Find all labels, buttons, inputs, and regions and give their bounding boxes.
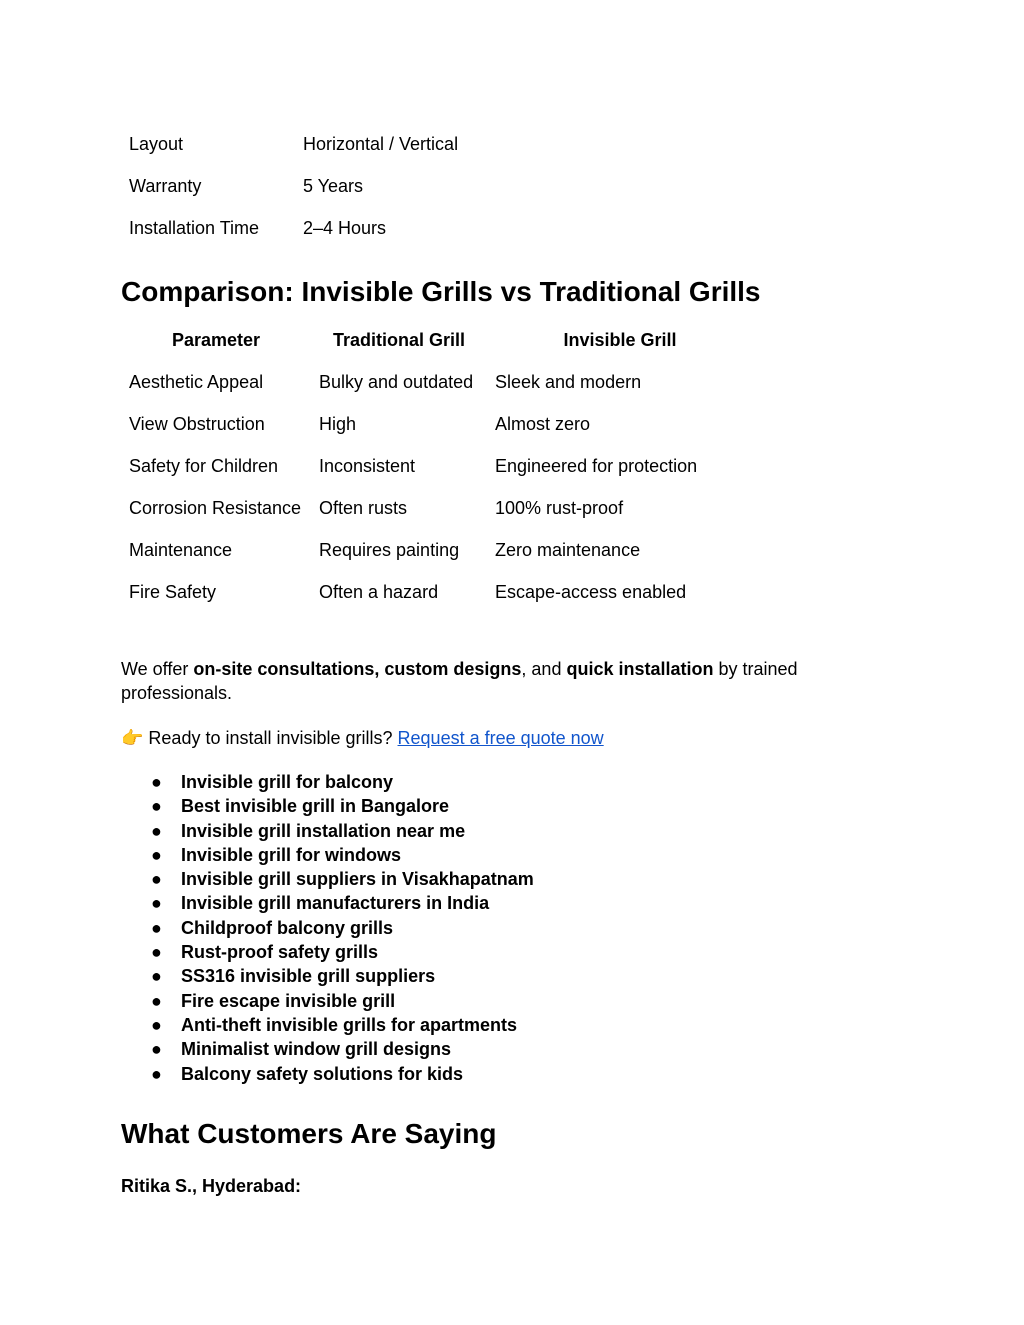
- comparison-table: [121, 319, 753, 613]
- table-row: [121, 403, 753, 445]
- bullet-icon: ●: [151, 772, 162, 792]
- bullet-icon: ●: [151, 1014, 162, 1035]
- offer-bold-installation: quick installation: [566, 659, 714, 679]
- table-cell: Engineered for protection: [495, 456, 698, 476]
- table-cell: High: [319, 414, 357, 434]
- list-item-text: Minimalist window grill designs: [181, 1039, 452, 1060]
- list-item: [121, 940, 534, 964]
- list-item-text: Fire escape invisible grill: [181, 990, 396, 1011]
- list-item: [121, 989, 534, 1013]
- table-row: [121, 571, 753, 613]
- comparison-heading: Comparison: Invisible Grills vs Traditional Grills: [121, 276, 761, 307]
- bullet-icon: ●: [151, 869, 162, 890]
- table-cell: Inconsistent: [319, 456, 416, 476]
- column-header-invisible: Invisible Grill: [563, 330, 677, 350]
- list-item: [121, 1037, 534, 1061]
- offer-text: by trained professionals.: [121, 659, 798, 703]
- list-item-text: Balcony safety solutions for kids: [181, 1063, 464, 1084]
- table-cell: Fire Safety: [129, 582, 217, 602]
- list-item-text: Invisible grill for balcony: [181, 772, 394, 792]
- bullet-icon: ●: [151, 1039, 162, 1060]
- list-item-text: Rust-proof safety grills: [181, 942, 379, 963]
- table-cell: Sleek and modern: [495, 372, 642, 392]
- column-header-parameter: Parameter: [171, 330, 261, 350]
- offer-text: , and: [521, 659, 567, 679]
- list-item-text: SS316 invisible grill suppliers: [181, 966, 436, 987]
- table-cell: Requires painting: [319, 540, 460, 560]
- table-cell: Escape-access enabled: [495, 582, 687, 602]
- table-cell: Corrosion Resistance: [129, 498, 302, 518]
- cta-text: Ready to install invisible grills?: [143, 728, 398, 748]
- bullet-icon: ●: [151, 844, 162, 865]
- table-cell: 100% rust-proof: [495, 498, 624, 518]
- list-item: [121, 770, 534, 794]
- keyword-list: [121, 770, 534, 1086]
- offer-bold-consultations: on-site consultations, custom designs: [193, 659, 522, 679]
- spec-row: [121, 207, 466, 249]
- request-quote-link[interactable]: Request a free quote now: [397, 728, 604, 748]
- spec-table: [121, 123, 466, 249]
- list-item-text: Anti-theft invisible grills for apartments: [181, 1014, 518, 1035]
- table-row: [121, 487, 753, 529]
- table-cell: Often rusts: [319, 498, 408, 518]
- column-header-traditional: Traditional Grill: [332, 330, 466, 350]
- bullet-icon: ●: [151, 893, 162, 914]
- spec-row: [121, 123, 466, 165]
- list-item: [121, 794, 534, 818]
- table-cell: Bulky and outdated: [319, 372, 474, 392]
- bullet-icon: ●: [151, 990, 162, 1011]
- table-cell: Zero maintenance: [495, 540, 641, 560]
- bullet-icon: ●: [151, 796, 162, 817]
- table-row: [121, 361, 753, 403]
- list-item: [121, 843, 534, 867]
- spec-row: [121, 165, 466, 207]
- cta-paragraph: [121, 726, 604, 750]
- table-cell: Almost zero: [495, 414, 591, 434]
- table-cell: Often a hazard: [319, 582, 439, 602]
- spec-label: Warranty: [129, 175, 202, 196]
- list-item-text: Invisible grill installation near me: [181, 820, 466, 841]
- spec-label: Installation Time: [129, 217, 260, 238]
- list-item-text: Best invisible grill in Bangalore: [181, 796, 450, 817]
- spec-label: Layout: [129, 133, 184, 154]
- testimonials-heading: What Customers Are Saying: [121, 1118, 497, 1149]
- table-cell: Safety for Children: [129, 456, 279, 476]
- list-item-text: Invisible grill manufacturers in India: [181, 893, 490, 914]
- bullet-icon: ●: [151, 966, 162, 987]
- bullet-icon: ●: [151, 917, 162, 938]
- table-row: [121, 529, 753, 571]
- list-item: [121, 1062, 534, 1086]
- table-cell: View Obstruction: [129, 414, 265, 434]
- table-cell: Maintenance: [129, 540, 233, 560]
- offer-text: We offer: [121, 659, 194, 679]
- table-cell: Aesthetic Appeal: [129, 372, 264, 392]
- list-item-text: Childproof balcony grills: [181, 917, 394, 938]
- comparison-header-row: [121, 319, 753, 361]
- list-item-text: Invisible grill suppliers in Visakhapatnam: [181, 869, 534, 890]
- reviewer-name: Ritika S., Hyderabad:: [121, 1176, 302, 1196]
- spec-value: 2–4 Hours: [303, 217, 387, 238]
- list-item: [121, 891, 534, 915]
- list-item: [121, 867, 534, 891]
- table-row: [121, 445, 753, 487]
- list-item: [121, 1013, 534, 1037]
- spec-value: 5 Years: [303, 175, 364, 196]
- pointing-hand-icon: 👉: [121, 728, 144, 748]
- bullet-icon: ●: [151, 820, 162, 841]
- bullet-icon: ●: [151, 942, 162, 963]
- list-item: [121, 964, 534, 988]
- spec-value: Horizontal / Vertical: [303, 133, 459, 154]
- bullet-icon: ●: [151, 1063, 162, 1084]
- list-item-text: Invisible grill for windows: [181, 844, 402, 865]
- list-item: [121, 819, 534, 843]
- offer-paragraph: [121, 657, 841, 705]
- list-item: [121, 916, 534, 940]
